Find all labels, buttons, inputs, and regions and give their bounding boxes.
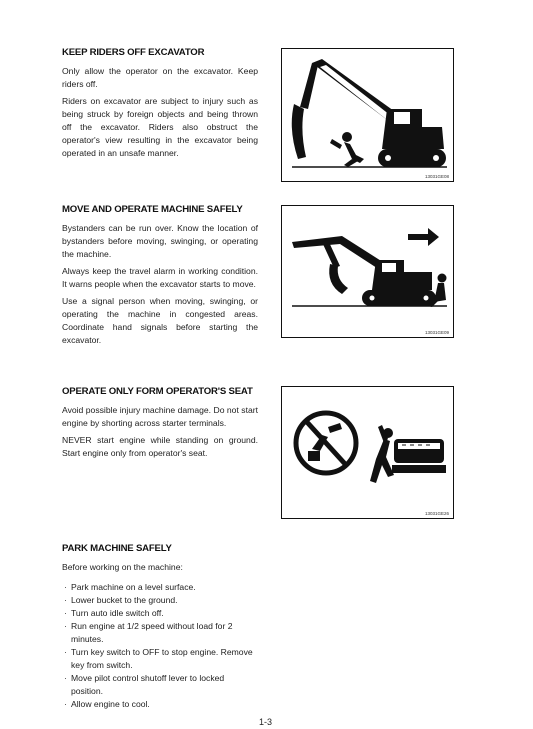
- section-operate-from-seat: [62, 386, 258, 464]
- paragraph: Riders on excavator are subject to injury such as being struck by foreign objects and being thrown off the excavator. Riders also obstruct the operator's view resulting in the excavator being operated in an unsafe manner.: [62, 96, 258, 158]
- no-shorting-start-illustration: [282, 387, 453, 518]
- paragraph: Before working on the machine:: [62, 562, 183, 572]
- figure-bystander-run-over: [281, 205, 454, 338]
- section-park-machine-safely: [62, 543, 258, 711]
- figure-riders-excavator: [281, 48, 454, 182]
- paragraph: Use a signal person when moving, swinging, or operating the machine in congested areas. Coordinate hand signals before starting the excavator.: [62, 296, 258, 345]
- figure-code: 13031GE09: [424, 330, 449, 335]
- paragraph: Only allow the operator on the excavator. Keep riders off.: [62, 66, 258, 89]
- section-heading: KEEP RIDERS OFF EXCAVATOR: [62, 47, 205, 58]
- parking-steps-list: [62, 581, 258, 711]
- figure-operator-seat-only: [281, 386, 454, 519]
- paragraph: Always keep the travel alarm in working condition. It warns people when the excavator starts to move.: [62, 266, 258, 289]
- page-number: 1-3: [259, 717, 273, 727]
- list-item: · Move pilot control shutoff lever to locked position.: [62, 672, 258, 698]
- paragraph: NEVER start engine while standing on ground. Start engine only from operator's seat.: [62, 435, 258, 458]
- list-item: · Lower bucket to the ground.: [62, 594, 258, 607]
- excavator-bystander-illustration: [282, 206, 453, 337]
- section-heading: PARK MACHINE SAFELY: [62, 543, 172, 554]
- section-heading: OPERATE ONLY FORM OPERATOR'S SEAT: [62, 386, 253, 397]
- section-heading: MOVE AND OPERATE MACHINE SAFELY: [62, 204, 243, 215]
- figure-code: 13031GE26: [424, 511, 449, 516]
- figure-code: 13031GE08: [424, 174, 449, 179]
- list-item: · Allow engine to cool.: [62, 698, 258, 711]
- paragraph: Bystanders can be run over. Know the location of bystanders before moving, swinging, or operating the machine.: [62, 223, 258, 259]
- list-item: · Run engine at 1/2 speed without load for 2 minutes.: [62, 620, 258, 646]
- list-item: · Turn auto idle switch off.: [62, 607, 258, 620]
- paragraph: Avoid possible injury machine damage. Do not start engine by shorting across starter terminals.: [62, 405, 258, 428]
- section-keep-riders-off: [62, 47, 258, 164]
- excavator-rider-illustration: [282, 49, 453, 181]
- section-move-operate-safely: [62, 204, 258, 351]
- list-item: · Turn key switch to OFF to stop engine. Remove key from switch.: [62, 646, 258, 672]
- list-item: · Park machine on a level surface.: [62, 581, 258, 594]
